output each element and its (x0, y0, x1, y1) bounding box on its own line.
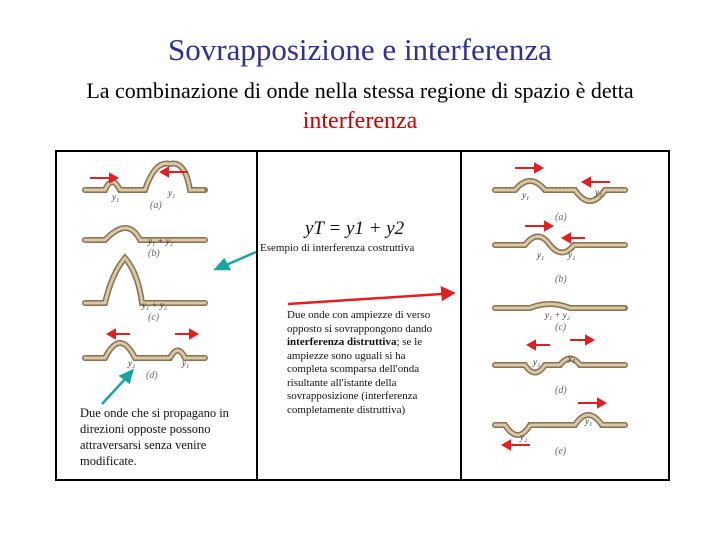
left-caption-c: (c) (148, 312, 160, 323)
middle-note-line: risultante all'istante della (287, 376, 397, 389)
right-label-y1-d: y₁ (568, 353, 576, 363)
slide-subtitle: La combinazione di onde nella stessa regione di spazio è detta (86, 78, 634, 103)
left-label-y2-a: y₂ (168, 188, 176, 198)
middle-note-line: completa scomparsa dell'onda (287, 363, 420, 375)
left-label-y1-d: y₁ (182, 358, 190, 368)
red-arrow-to-destructive (288, 288, 453, 304)
slide-subtitle-highlight: interferenza (302, 108, 418, 134)
right-label-y2-d: y₂ (533, 357, 541, 367)
left-note-line: Due onde che si propagano in (80, 406, 229, 420)
right-caption-e: (e) (555, 446, 567, 457)
left-label-sum-b: y₁ + y₂ (148, 236, 173, 246)
right-label-y2-a: y₂ (595, 187, 603, 197)
left-note-line: direzioni opposte possono (80, 422, 211, 436)
superposition-equation: yT = y1 + y2 (305, 218, 405, 239)
middle-note-line: completamente distruttiva) (287, 403, 406, 416)
right-label-y1-e: y₁ (585, 416, 593, 426)
right-label-y2-e: y₂ (520, 432, 528, 442)
left-caption-b: (b) (148, 248, 160, 259)
right-caption-a: (a) (555, 212, 567, 223)
right-label-y1-a: y₁ (522, 190, 530, 200)
left-label-y2-d: y₂ (128, 358, 136, 368)
right-label-sum-c: y₁ + y₂ (545, 310, 570, 320)
middle-note-line: Due onde con ampiezze di verso (287, 309, 431, 321)
left-note-line: modificate. (80, 454, 137, 468)
slide-title: Sovrapposizione e interferenza (168, 32, 552, 67)
left-caption-a: (a) (150, 200, 162, 211)
right-caption-b: (b) (555, 274, 567, 285)
left-label-sum-c: y₁ + y₂ (142, 300, 167, 310)
right-caption-c: (c) (555, 322, 567, 333)
left-caption-d: (d) (146, 370, 158, 381)
left-label-y1-a: y₁ (112, 192, 120, 202)
right-caption-d: (d) (555, 385, 567, 396)
constructive-example-label: Esempio di interferenza costruttiva (260, 242, 415, 254)
right-label-y1-b: y₁ (537, 250, 545, 260)
teal-arrow-to-example (216, 252, 256, 269)
middle-note-line: opposto si sovrappongono dando (287, 322, 433, 335)
right-label-y2-b: y₂ (568, 250, 576, 260)
middle-note-line: ; se le (396, 336, 423, 348)
middle-note-bold: interferenza distruttiva (287, 336, 397, 348)
teal-arrow-to-note (102, 371, 132, 404)
left-note-line: attraversarsi senza venire (80, 438, 207, 452)
middle-note-line: ampiezze sono uguali si ha (287, 349, 406, 362)
middle-note-line: sovrapposizione (interferenza (287, 390, 418, 402)
